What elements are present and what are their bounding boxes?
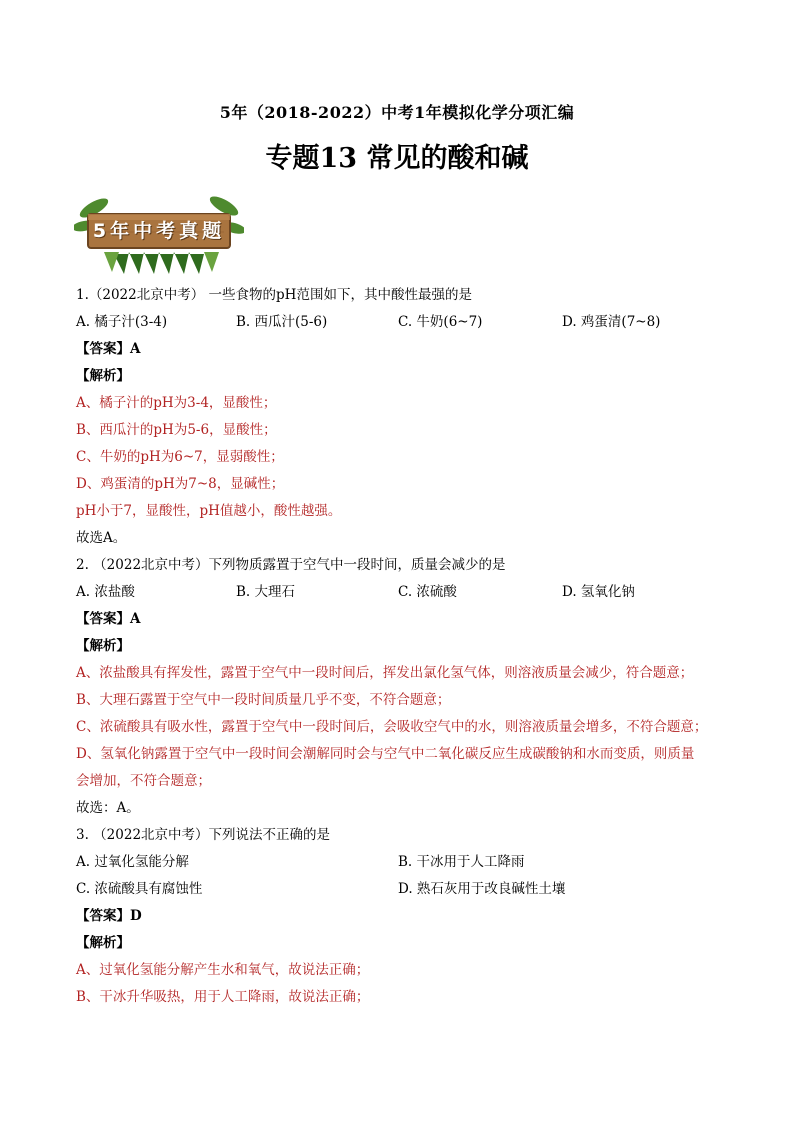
option-c: C. 浓硫酸具有腐蚀性 [76,881,203,897]
analysis-line: B、西瓜汁的pH为5-6，显酸性； [76,422,277,438]
analysis-line: A、过氧化氢能分解产生水和氧气，故说法正确； [76,962,370,978]
option-c: C. 浓硫酸 [398,584,457,600]
question-1-stem: 1.（2022北京中考） 一些食物的pH范围如下，其中酸性最强的是 [76,287,472,303]
badge-text: 5年中考真题 [92,220,226,242]
answer-label: 【答案】A [76,341,141,357]
document-subtitle: 5年（2018-2022）中考1年模拟化学分项汇编 [219,103,575,122]
section-badge [74,192,244,276]
analysis-line: A、浓盐酸具有挥发性，露置于空气中一段时间后，挥发出氯化氢气体，则溶液质量会减少，符合题意； [76,665,694,681]
option-d: D. 氢氧化钠 [562,584,635,600]
analysis-label: 【解析】 [76,638,130,654]
analysis-line: D、鸡蛋清的pH为7~8，显碱性； [76,476,285,492]
answer-label: 【答案】A [76,611,141,627]
option-c: C. 牛奶(6~7) [398,314,483,330]
option-b: B. 干冰用于人工降雨 [398,854,525,870]
option-d: D. 鸡蛋清(7~8) [562,314,661,330]
question-2-stem: 2. （2022北京中考）下列物质露置于空气中一段时间，质量会减少的是 [76,557,506,573]
analysis-line: A、橘子汁的pH为3-4，显酸性； [76,395,277,411]
analysis-label: 【解析】 [76,368,130,384]
question-1-options [76,309,726,336]
question-3-stem: 3. （2022北京中考）下列说法不正确的是 [76,827,331,843]
answer-label: 【答案】D [76,908,142,924]
conclusion: 故选A。 [76,530,127,546]
option-d: D. 熟石灰用于改良碱性土壤 [398,881,566,897]
analysis-line: C、牛奶的pH为6~7，显弱酸性； [76,449,284,465]
option-a: A. 浓盐酸 [76,584,135,600]
analysis-line: 会增加，不符合题意； [76,773,211,789]
option-a: A. 橘子汁(3-4) [76,314,168,330]
question-3-options-row-1 [76,849,726,876]
document-title: 专题13 常见的酸和碱 [265,143,529,174]
option-b: B. 西瓜汁(5-6) [236,314,328,330]
analysis-line: C、浓硫酸具有吸水性，露置于空气中一段时间后，会吸收空气中的水，则溶液质量会增多，不符合题意； [76,719,708,735]
conclusion: 故选：A。 [76,800,140,816]
analysis-label: 【解析】 [76,935,130,951]
analysis-line: pH小于7，显酸性，pH值越小，酸性越强。 [76,503,342,519]
option-b: B. 大理石 [236,584,296,600]
question-3-options-row-2 [76,876,726,903]
analysis-line: B、大理石露置于空气中一段时间质量几乎不变，不符合题意； [76,692,451,708]
analysis-line: B、干冰升华吸热，用于人工降雨，故说法正确； [76,989,370,1005]
document-content [76,282,726,1011]
question-2-options [76,579,726,606]
option-a: A. 过氧化氢能分解 [76,854,189,870]
analysis-line: D、氢氧化钠露置于空气中一段时间会潮解同时会与空气中二氧化碳反应生成碳酸钠和水而变质，则质量 [76,746,695,762]
